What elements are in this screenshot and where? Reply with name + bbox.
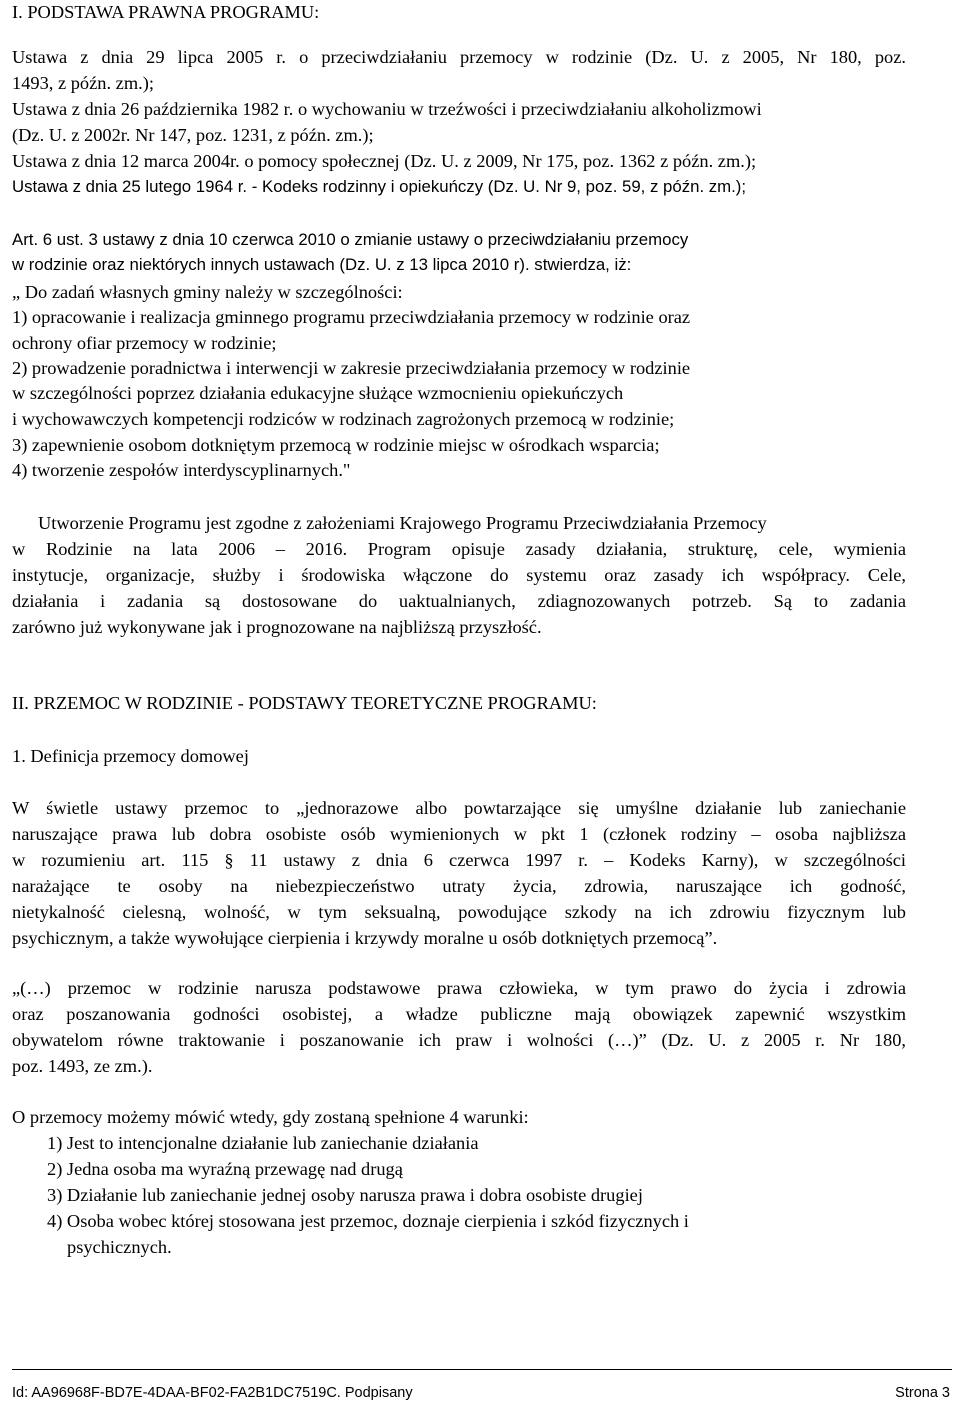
condition-item: 3) Działanie lub zaniechanie jednej osoby narusza prawa i dobra osobiste drugiej <box>47 1185 643 1205</box>
quote-line: ochrony ofiar przemocy w rodzinie; <box>12 333 277 353</box>
footer-page-number: Strona 3 <box>895 1385 950 1401</box>
section-heading-legal-basis: I. PODSTAWA PRAWNA PROGRAMU: <box>12 2 320 22</box>
rights-para-line: oraz poszanowania godności osobistej, a władze publiczne mają obowiązek zapewnić wszystkim <box>12 1004 906 1024</box>
quote-line: 2) prowadzenie poradnictwa i interwencji w zakresie przeciwdziałania przemocy w rodzinie <box>12 358 691 378</box>
quote-line: 1) opracowanie i realizacja gminnego programu przeciwdziałania przemocy w rodzinie oraz <box>12 307 691 327</box>
law-line: Ustawa z dnia 25 lutego 1964 r. - Kodeks rodzinny i opiekuńczy (Dz. U. Nr 9, poz. 59, z późn. zm.); <box>12 177 747 196</box>
conditions-intro: O przemocy możemy mówić wtedy, gdy zostaną spełnione 4 warunki: <box>12 1107 529 1127</box>
footer-divider <box>12 1369 952 1370</box>
quote-line: 3) zapewnienie osobom dotkniętym przemocą w rodzinie miejsc w ośrodkach wsparcia; <box>12 435 660 455</box>
quote-line: i wychowawczych kompetencji rodziców w rodzinach zagrożonych przemocą w rodzinie; <box>12 409 675 429</box>
quote-line: 4) tworzenie zespołów interdyscyplinarnych." <box>12 460 351 480</box>
quote-line: w szczególności poprzez działania edukacyjne służące wzmocnieniu opiekuńczych <box>12 383 624 403</box>
law-line: 1493, z późn. zm.); <box>12 73 154 93</box>
definition-para-line: nietykalność cielesną, wolność, w tym seksualną, powodujące szkody na ich zdrowiu fizycznym lub <box>12 902 906 922</box>
quote-line: „ Do zadań własnych gminy należy w szczególności: <box>12 282 403 302</box>
law-line: Ustawa z dnia 29 lipca 2005 r. o przeciwdziałaniu przemocy w rodzinie (Dz. U. z 2005, Nr 180, poz. <box>12 47 906 67</box>
program-para-line: instytucje, organizacje, służby i środowiska włączone do systemu oraz zasady ich współpracy. Cele, <box>12 565 906 585</box>
program-para-line: działania i zadania są dostosowane do uaktualnianych, zdiagnozowanych potrzeb. Są to zadania <box>12 591 906 611</box>
law-line: Ustawa z dnia 12 marca 2004r. o pomocy społecznej (Dz. U. z 2009, Nr 175, poz. 1362 z późn. zm.); <box>12 151 757 171</box>
program-para-line: w Rodzinie na lata 2006 – 2016. Program opisuje zasady działania, strukturę, cele, wymienia <box>12 539 906 559</box>
art-line: Art. 6 ust. 3 ustawy z dnia 10 czerwca 2010 o zmianie ustawy o przeciwdziałaniu przemocy <box>12 230 689 249</box>
condition-item: 4) Osoba wobec której stosowana jest przemoc, doznaje cierpienia i szkód fizycznych i <box>47 1211 689 1231</box>
definition-para-line: narażające te osoby na niebezpieczeństwo utraty życia, zdrowia, naruszające ich godność, <box>12 876 906 896</box>
program-para-line: Utworzenie Programu jest zgodne z założeniami Krajowego Programu Przeciwdziałania Przemocy <box>38 513 767 533</box>
footer-document-id: Id: AA96968F-BD7E-4DAA-BF02-FA2B1DC7519C. Podpisany <box>12 1385 413 1401</box>
rights-para-line: poz. 1493, ze zm.). <box>12 1056 153 1076</box>
subheading-definition: 1. Definicja przemocy domowej <box>12 746 249 766</box>
condition-item: 1) Jest to intencjonalne działanie lub zaniechanie działania <box>47 1133 479 1153</box>
definition-para-line: psychicznym, a także wywołujące cierpienia i krzywdy moralne u osób dotkniętych przemocą”. <box>12 928 718 948</box>
condition-item: 2) Jedna osoba ma wyraźną przewagę nad drugą <box>47 1159 403 1179</box>
section-heading-domestic-violence: II. PRZEMOC W RODZINIE - PODSTAWY TEORETYCZNE PROGRAMU: <box>12 693 597 713</box>
program-para-line: zarówno już wykonywane jak i prognozowane na najbliższą przyszłość. <box>12 617 542 637</box>
rights-para-line: obywatelom równe traktowanie i poszanowanie ich praw i wolności (…)” (Dz. U. z 2005 r. Nr 180, <box>12 1030 906 1050</box>
definition-para-line: naruszające prawa lub dobra osobiste osób wymienionych w pkt 1 (członek rodziny – osoba najbliższa <box>12 824 906 844</box>
definition-para-line: W świetle ustawy przemoc to „jednorazowe albo powtarzające się umyślne działanie lub zaniechanie <box>12 798 906 818</box>
definition-para-line: w rozumieniu art. 115 § 11 ustawy z dnia 6 czerwca 1997 r. – Kodeks Karny), w szczególności <box>12 850 906 870</box>
law-line: (Dz. U. z 2002r. Nr 147, poz. 1231, z późn. zm.); <box>12 125 374 145</box>
condition-item-continuation: psychicznych. <box>67 1237 172 1257</box>
art-line: w rodzinie oraz niektórych innych ustawach (Dz. U. z 13 lipca 2010 r). stwierdza, iż: <box>12 255 632 274</box>
law-line: Ustawa z dnia 26 października 1982 r. o wychowaniu w trzeźwości i przeciwdziałaniu alkoholizmowi <box>12 99 762 119</box>
rights-para-line: „(…) przemoc w rodzinie narusza podstawowe prawa człowieka, w tym prawo do życia i zdrowia <box>12 978 906 998</box>
